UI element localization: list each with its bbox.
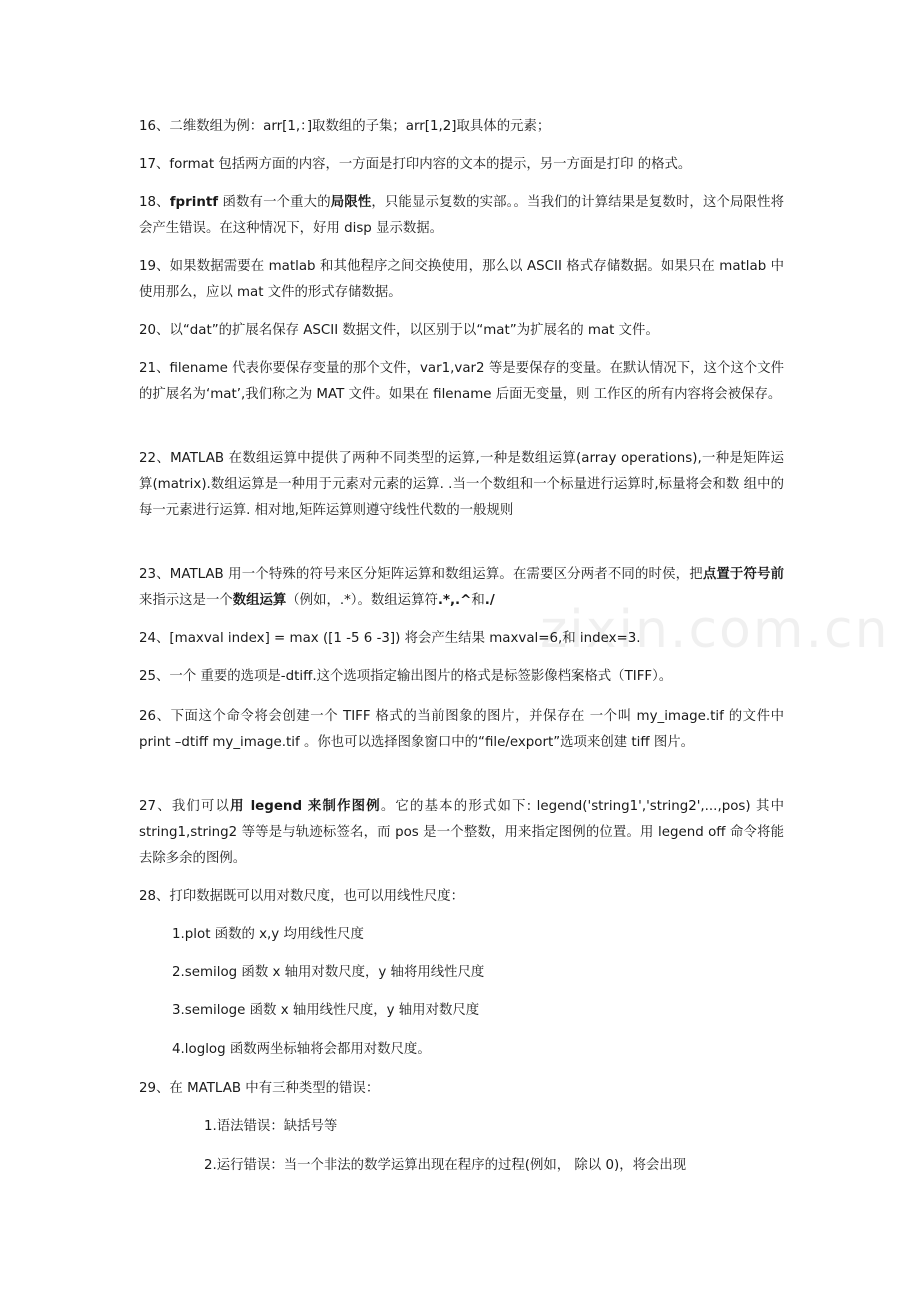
item-21: 21、filename 代表你要保存变量的那个文件，var1,var2 等是要保存的变量。在默认情况下，这个这个文件的扩展名为‘mat’,我们称之为 MAT 文件。如果在 filename 后面无变量，则 工作区的所有内容将会被保存。 [139,361,784,402]
item-23-text-4: 和 [471,593,485,608]
item-18-bold-limitation: 局限性 [330,195,372,210]
item-23-bold-dot-before: 点置于符号前 [702,567,785,582]
item-18-text-1: 函数有一个重大的 [218,195,331,210]
item-26: 26、下面这个命令将会创建一个 TIFF 格式的当前图象的图片，并保存在 一个叫 my_image.tif 的文件中 print –dtiff my_image.tif 。你也可以选择图象窗口中的“file/export”选项来创建 tiff 图片。 [139,709,784,750]
item-18-number: 18、 [139,195,170,210]
item-18-bold-fprintf: fprintf [169,195,219,210]
item-28-sub-1: 1.plot 函数的 x,y 均用线性尺度 [172,927,364,942]
item-23-bold-div: ./ [484,593,495,608]
item-19: 19、如果数据需要在 matlab 和其他程序之间交换使用，那么以 ASCII 格式存储数据。如果只在 matlab 中使用那么，应以 mat 文件的形式存储数据。 [139,259,784,300]
item-20: 20、以“dat”的扩展名保存 ASCII 数据文件，以区别于以“mat”为扩展名的 mat 文件。 [139,323,659,338]
item-27-bold-legend: 用 legend 来制作图例 [230,799,381,814]
item-23 [139,562,784,614]
item-22: 22、MATLAB 在数组运算中提供了两种不同类型的运算,一种是数组运算(array operations),一种是矩阵运算(matrix).数组运算是一种用于元素对元素的运算. .当一个数组和一个标量进行运算时,标量将会和数 组中的每一元素进行运算. 相对地,矩阵运算则遵守线性代数的一般规则 [139,451,784,518]
item-23-bold-array-op: 数组运算 [232,593,287,608]
item-23-text-2: 来指示这是一个 [139,593,233,608]
item-29-sub-1: 1.语法错误：缺括号等 [204,1119,338,1134]
item-28: 28、打印数据既可以用对数尺度，也可以用线性尺度： [139,889,465,904]
item-16: 16、二维数组为例：arr[1,：]取数组的子集；arr[1,2]取具体的元素； [139,119,551,134]
item-28-sub-2: 2.semilog 函数 x 轴用对数尺度，y 轴将用线性尺度 [172,965,485,980]
item-23-text-1: 23、MATLAB 用一个特殊的符号来区分矩阵运算和数组运算。在需要区分两者不同的时侯，把 [139,567,703,582]
item-23-bold-ops: .*,.^ [437,593,472,608]
item-17: 17、format 包括两方面的内容，一方面是打印内容的文本的提示，另一方面是打印 的格式。 [139,157,692,172]
item-18 [139,190,784,242]
item-28-sub-3: 3.semiloge 函数 x 轴用线性尺度，y 轴用对数尺度 [172,1003,480,1018]
item-24: 24、[maxval index] = max ([1 -5 6 -3]) 将会产生结果 maxval=6,和 index=3. [139,631,641,646]
watermark: zixin.com.cn [540,600,890,660]
item-29: 29、在 MATLAB 中有三种类型的错误： [139,1081,380,1096]
item-27-text-1: 27、我们可以 [139,799,231,814]
item-28-sub-4: 4.loglog 函数两坐标轴将会都用对数尺度。 [172,1042,431,1057]
item-25: 25、一个 重要的选项是-dtiff.这个选项指定输出图片的格式是标签影像档案格式（TIFF）。 [139,669,673,684]
item-23-text-3: （例如，.*）。数组运算符 [286,593,438,608]
item-27-text-2: 。它的基本的形式如下: legend('string1','string2',...,pos) 其中 string1,string2 等等是与轨迹标签名，而 pos 是一个整数，用来指定图例的位置。用 legend off 命令将能去除多余的图例。 [139,799,785,866]
item-27 [139,794,784,872]
item-29-sub-2: 2.运行错误：当一个非法的数学运算出现在程序的过程(例如， 除以 0)，将会出现 [204,1158,687,1173]
item-18-text-2: ，只能显示复数的实部。。当我们的计算结果是复数时，这个局限性将会产生错误。在这种情况下，好用 disp 显示数据。 [139,195,784,236]
